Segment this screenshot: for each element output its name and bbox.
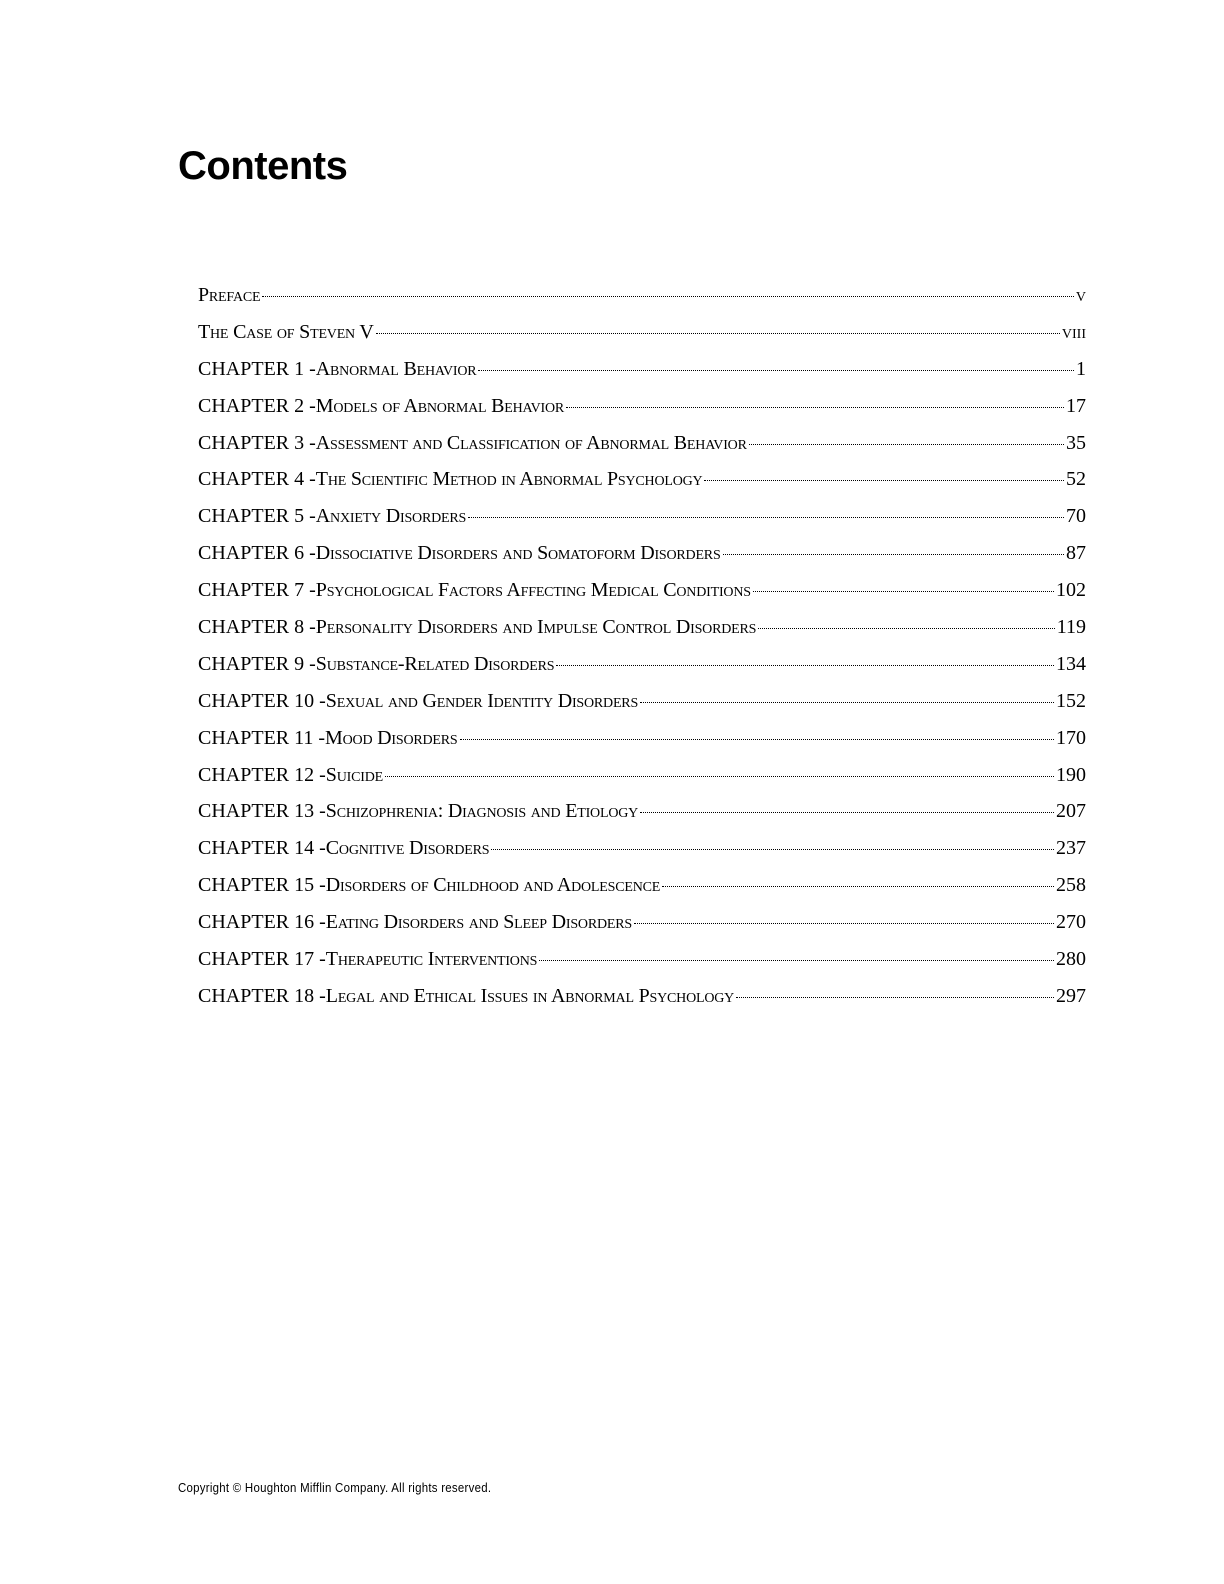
toc-title: Preface: [198, 284, 261, 306]
toc-entry[interactable]: [198, 646, 1086, 683]
toc-entry[interactable]: [198, 867, 1086, 904]
toc-entry[interactable]: [198, 941, 1086, 978]
dot-leader: [662, 866, 1054, 887]
dot-leader: [640, 682, 1054, 703]
toc-entry[interactable]: [198, 314, 1086, 351]
toc-title: Personality Disorders and Impulse Control Disorders: [315, 616, 757, 639]
toc-title: The Case of Steven V: [198, 320, 374, 343]
toc-title: Disorders of Childhood and Adolescence: [325, 874, 661, 897]
toc-entry[interactable]: [198, 461, 1086, 498]
toc-chapter-number: CHAPTER 18 -: [198, 984, 326, 1007]
toc-chapter-number: CHAPTER 1 -: [198, 357, 316, 380]
toc-chapter-number: CHAPTER 13 -: [198, 800, 326, 823]
toc-entry[interactable]: [198, 498, 1086, 535]
dot-leader: [385, 756, 1054, 777]
toc-title: Cognitive Disorders: [325, 837, 490, 860]
toc-page-number: 87: [1066, 542, 1086, 565]
toc-page-number: 52: [1066, 468, 1086, 491]
toc-entry[interactable]: [198, 793, 1086, 830]
toc-page-number: 190: [1056, 763, 1086, 786]
toc-page-number: 280: [1056, 948, 1086, 971]
toc-chapter-number: CHAPTER 4 -: [198, 468, 316, 491]
toc-title: Psychological Factors Affecting Medical Conditions: [315, 579, 751, 602]
dot-leader: [723, 534, 1064, 555]
toc-chapter-number: CHAPTER 12 -: [198, 763, 326, 786]
toc-page-number: 1: [1076, 357, 1086, 380]
dot-leader: [556, 645, 1054, 666]
dot-leader: [640, 792, 1054, 813]
dot-leader: [468, 497, 1064, 518]
toc-page-number: 170: [1056, 726, 1086, 749]
toc-entry[interactable]: [198, 277, 1086, 314]
toc-title: Legal and Ethical Issues in Abnormal Psychology: [325, 984, 735, 1007]
toc-title: Assessment and Classification of Abnormal Behavior: [315, 431, 747, 454]
toc-page-number: viii: [1061, 320, 1086, 343]
toc-chapter-number: CHAPTER 3 -: [198, 431, 316, 454]
toc-chapter-number: CHAPTER 7 -: [198, 579, 316, 602]
table-of-contents: [198, 277, 1086, 1015]
toc-chapter-number: CHAPTER 14 -: [198, 837, 326, 860]
toc-chapter-number: CHAPTER 5 -: [198, 505, 316, 528]
dot-leader: [753, 571, 1054, 592]
toc-page-number: 258: [1056, 874, 1086, 897]
toc-chapter-number: CHAPTER 17 -: [198, 948, 326, 971]
dot-leader: [539, 940, 1054, 961]
dot-leader: [634, 903, 1054, 924]
toc-entry[interactable]: [198, 683, 1086, 720]
toc-title: Sexual and Gender Identity Disorders: [325, 689, 639, 712]
dot-leader: [566, 387, 1064, 408]
toc-title: Substance-Related Disorders: [315, 652, 555, 675]
toc-page-number: 134: [1056, 652, 1086, 675]
toc-chapter-number: CHAPTER 15 -: [198, 874, 326, 897]
toc-page-number: 35: [1066, 431, 1086, 454]
toc-chapter-number: CHAPTER 16 -: [198, 911, 326, 934]
toc-chapter-number: CHAPTER 2 -: [198, 394, 316, 417]
toc-chapter-number: CHAPTER 6 -: [198, 542, 316, 565]
toc-entry[interactable]: [198, 904, 1086, 941]
toc-entry[interactable]: [198, 609, 1086, 646]
toc-title: Eating Disorders and Sleep Disorders: [325, 911, 632, 934]
dot-leader: [736, 977, 1054, 998]
toc-page-number: v: [1075, 284, 1086, 306]
toc-page-number: 237: [1056, 837, 1086, 860]
toc-page-number: 270: [1056, 911, 1086, 934]
toc-chapter-number: CHAPTER 11 -: [198, 726, 326, 749]
dot-leader: [758, 608, 1055, 629]
toc-entry[interactable]: [198, 720, 1086, 757]
toc-title: Mood Disorders: [325, 726, 458, 749]
toc-page-number: 297: [1056, 984, 1086, 1007]
toc-title: Abnormal Behavior: [315, 357, 477, 380]
toc-entry[interactable]: [198, 351, 1086, 388]
toc-page-number: 207: [1056, 800, 1086, 823]
toc-entry[interactable]: [198, 535, 1086, 572]
toc-entry[interactable]: [198, 572, 1086, 609]
copyright-footer: Copyright © Houghton Mifflin Company. All rights reserved.: [178, 1480, 492, 1495]
toc-chapter-number: CHAPTER 9 -: [198, 652, 316, 675]
dot-leader: [478, 350, 1074, 371]
toc-page-number: 102: [1056, 579, 1086, 602]
toc-entry[interactable]: [198, 978, 1086, 1015]
toc-page-number: 119: [1056, 616, 1086, 639]
dot-leader: [376, 313, 1060, 334]
toc-title: Schizophrenia: Diagnosis and Etiology: [325, 800, 639, 823]
toc-chapter-number: CHAPTER 10 -: [198, 689, 326, 712]
toc-chapter-number: CHAPTER 8 -: [198, 616, 316, 639]
dot-leader: [749, 424, 1064, 445]
toc-title: Dissociative Disorders and Somatoform Disorders: [315, 542, 721, 565]
dot-leader: [262, 276, 1074, 297]
dot-leader: [491, 829, 1054, 850]
toc-title: Therapeutic Interventions: [325, 948, 538, 971]
toc-page-number: 70: [1066, 505, 1086, 528]
toc-title: Anxiety Disorders: [315, 505, 467, 528]
toc-title: The Scientific Method in Abnormal Psychology: [315, 468, 703, 491]
toc-entry[interactable]: [198, 425, 1086, 462]
toc-title: Suicide: [325, 763, 383, 786]
dot-leader: [704, 460, 1064, 481]
toc-entry[interactable]: [198, 388, 1086, 425]
toc-page-number: 152: [1056, 689, 1086, 712]
toc-title: Models of Abnormal Behavior: [315, 394, 565, 417]
toc-page-number: 17: [1066, 394, 1086, 417]
dot-leader: [460, 719, 1055, 740]
page-title: Contents: [178, 144, 348, 188]
toc-entry[interactable]: [198, 757, 1086, 794]
toc-entry[interactable]: [198, 830, 1086, 867]
